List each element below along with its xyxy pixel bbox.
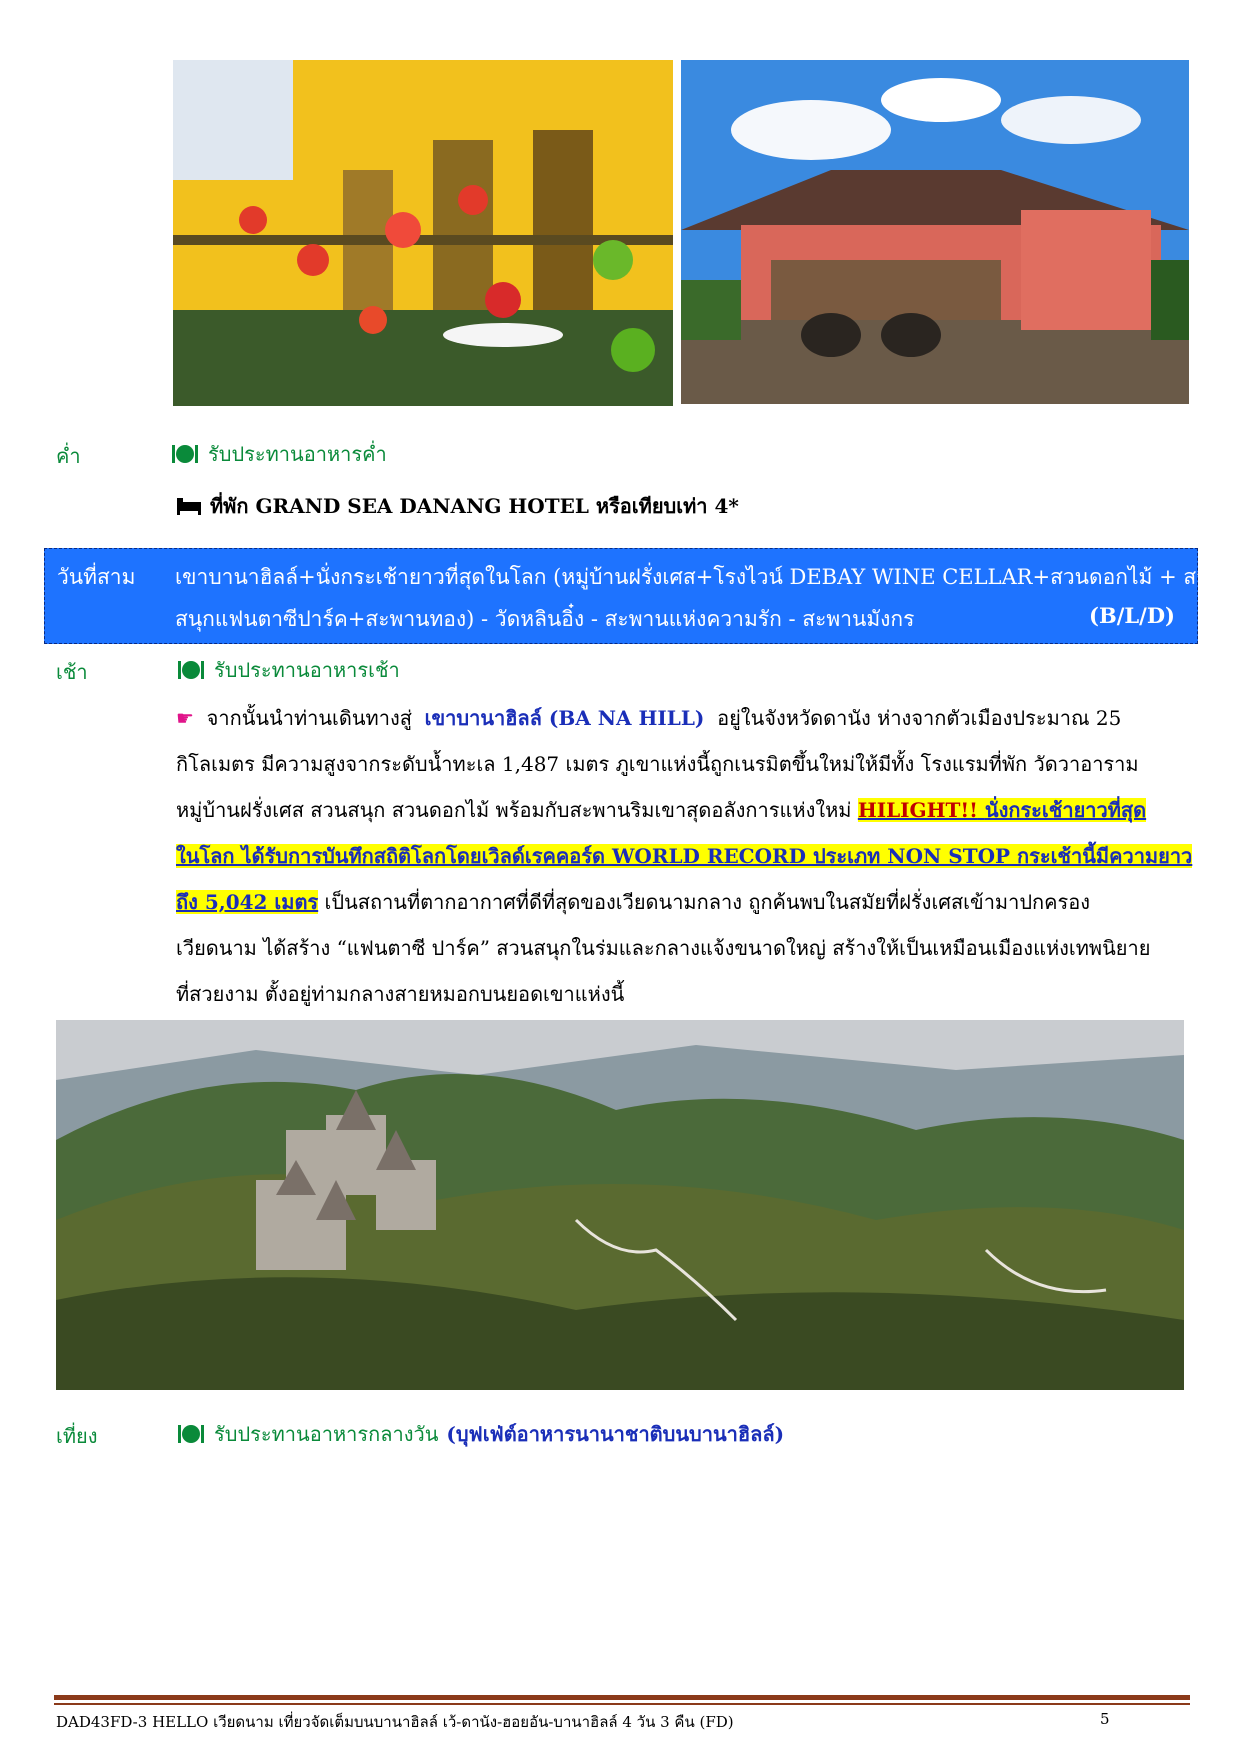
footer-rule — [54, 1695, 1190, 1705]
dinner-text: รับประทานอาหารค่ำ — [208, 442, 387, 466]
photo-ba-na-hills — [56, 1020, 1184, 1390]
body-l1-a: จากนั้นนำท่านเดินทางสู่ — [206, 706, 412, 730]
dish-icon — [176, 659, 206, 681]
breakfast-text: รับประทานอาหารเช้า — [214, 658, 400, 682]
hotel-text: ที่พัก GRAND SEA DANANG HOTEL หรือเทียบเท่า 4* — [210, 494, 739, 518]
body-l3-a: หมู่บ้านฝรั่งเศส สวนสนุก สวนดอกไม้ พร้อมกับสะพานริมเขาสุดอลังการแห่งใหม่ — [176, 798, 852, 822]
lunch-text: รับประทานอาหารกลางวัน — [214, 1422, 439, 1446]
body-l5-b: เป็นสถานที่ตากอากาศที่ดีที่สุดของเวียดนามกลาง ถูกค้นพบในสมัยที่ฝรั่งเศสเข้ามาปกครอง — [324, 890, 1091, 914]
body-line-4: ในโลก ได้รับการบันทึกสถิติโลกโดยเวิลด์เรคคอร์ด WORLD RECORD ประเภท NON STOP กระเช้านี้มีความยาว — [176, 844, 1193, 868]
breakfast-label: เช้า — [56, 660, 88, 684]
hilight-tag: HILIGHT!! — [857, 798, 978, 822]
dish-icon — [170, 443, 200, 465]
body-line-2: กิโลเมตร มีความสูงจากระดับน้ำทะเล 1,487 เมตร ภูเขาแห่งนี้ถูกเนรมิตขึ้นใหม่ให้มีทั้ง โรงแรมที่พัก วัดวาอาราม — [176, 752, 1139, 776]
body-l5-highlight: ถึง 5,042 เมตร — [176, 890, 319, 914]
lunch-extra: (บุฟเฟ่ต์อาหารนานาชาติบนบานาฮิลล์) — [446, 1422, 785, 1446]
body-l3-b: นั่งกระเช้ายาวที่สุด — [984, 798, 1147, 822]
page-number: 5 — [1100, 1710, 1110, 1728]
day-label: วันที่สาม — [57, 565, 136, 589]
day-three-banner — [44, 548, 1223, 644]
body-l1-b: อยู่ในจังหวัดดานัง ห่างจากตัวเมืองประมาณ 25 — [717, 706, 1122, 730]
day-title-line2: สนุกแฟนตาซีปาร์ค+สะพานทอง) - วัดหลินอิ๋ง - สะพานแห่งความรัก - สะพานมังกร — [175, 607, 915, 631]
day-meals: (B/L/D) — [1089, 603, 1175, 628]
bed-icon — [176, 496, 202, 516]
hotel-row — [176, 490, 739, 522]
body-line-7: ที่สวยงาม ตั้งอยู่ท่ามกลางสายหมอกบนยอดเขาแห่งนี้ — [176, 982, 625, 1006]
pointing-hand-icon: ☛ — [176, 706, 194, 730]
breakfast-row — [176, 654, 400, 686]
lunch-row — [176, 1418, 784, 1450]
place-name: เขาบานาฮิลล์ (BA NA HILL) — [424, 706, 705, 730]
dish-icon — [176, 1423, 206, 1445]
photo-covered-bridge — [681, 60, 1189, 404]
photo-hoi-an-street — [173, 60, 673, 406]
day-title-line1: เขาบานาฮิลล์+นั่งกระเช้ายาวที่สุดในโลก (หมู่บ้านฝรั่งเศส+โรงไวน์ DEBAY WINE CELLAR+สวนดอกไม้ + สวน — [175, 565, 1223, 589]
dinner-row — [170, 438, 387, 470]
footer-text: DAD43FD-3 HELLO เวียดนาม เที่ยวจัดเต็มบนบานาฮิลล์ เว้-ดานัง-ฮอยอัน-บานาฮิลล์ 4 วัน 3 คืน (FD) — [56, 1713, 734, 1731]
dinner-label: ค่ำ — [56, 444, 81, 468]
lunch-label: เที่ยง — [56, 1424, 98, 1448]
ba-na-hill-description — [176, 695, 1193, 1015]
body-line-6: เวียดนาม ได้สร้าง “แฟนตาซี ปาร์ค” สวนสนุกในร่มและกลางแจ้งขนาดใหญ่ สร้างให้เป็นเหมือนเมืองแห่งเทพนิยาย — [176, 936, 1151, 960]
